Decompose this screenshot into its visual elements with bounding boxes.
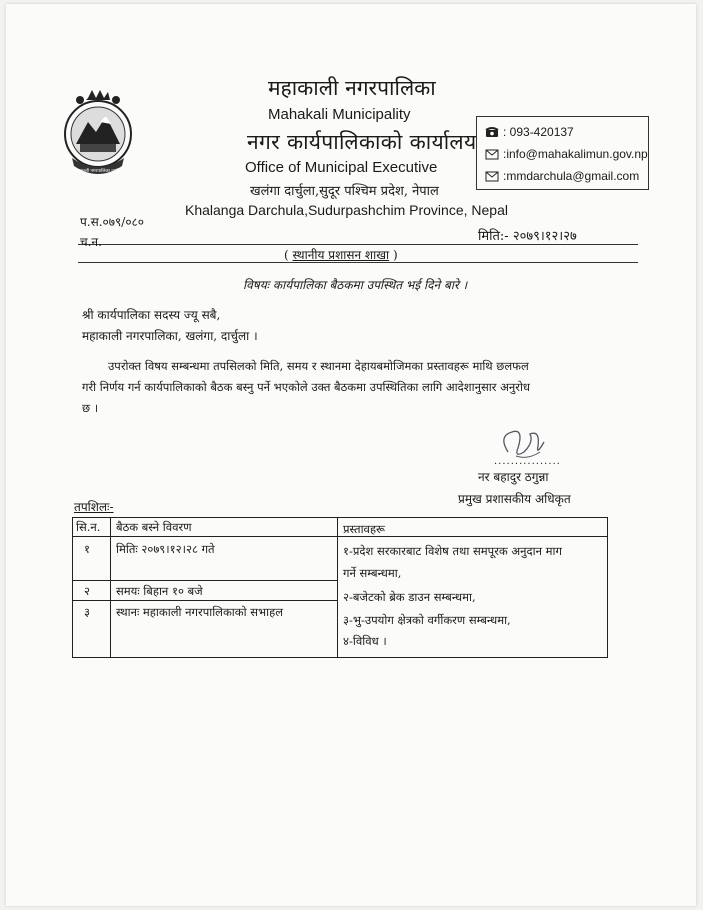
signatory-title: प्रमुख प्रशासकीय अधिकृत — [458, 492, 571, 506]
table-header-sn: सि.न. — [76, 520, 101, 534]
body-line-2: गरी निर्णय गर्न कार्यपालिकाको बैठक बस्नु पर्ने भएकोले उक्त बैठकमा उपस्थितिका लागि आदेशानुसार अनुरोध — [82, 380, 531, 394]
table-cell-sn: २ — [84, 584, 90, 598]
office-name-english: Office of Municipal Executive — [245, 159, 438, 176]
email-icon — [485, 148, 499, 160]
body-line-1: उपरोक्त विषय सम्बन्धमा तपसिलको मिति, समय र स्थानमा देहायबमोजिमका प्रस्तावहरू माथि छलफल — [108, 359, 529, 373]
table-border-bottom — [72, 657, 608, 658]
contact-box — [476, 116, 649, 190]
municipality-name-nepali: महाकाली नगरपालिका — [268, 76, 436, 100]
branch-label: स्थानीय प्रशासन शाखा — [292, 248, 390, 262]
contact-phone: : 093-420137 — [503, 125, 574, 139]
addressee-line-2: महाकाली नगरपालिका, खलंगा, दार्चुला । — [82, 329, 258, 343]
proposal-item: १-प्रदेश सरकारबाट विशेष तथा समपूरक अनुदान माग — [343, 544, 563, 558]
address-nepali: खलंगा दार्चुला,सुदूर पश्चिम प्रदेश, नेपाल — [250, 184, 439, 199]
table-border-left — [72, 517, 73, 658]
signatory-name: नर बहादुर ठगुन्ना — [478, 470, 549, 484]
letter-reference-number: प.स.०७९/०८० — [80, 215, 145, 229]
table-cell-sn: १ — [84, 542, 90, 556]
header-divider-top — [78, 244, 638, 245]
letter-date: मिति:- २०७९।१२।२७ — [478, 229, 577, 244]
table-row-divider-1 — [72, 580, 337, 581]
email-icon — [485, 170, 499, 182]
table-cell-detail: स्थानः महाकाली नगरपालिकाको सभाहल — [116, 605, 283, 619]
table-header-divider — [72, 536, 608, 537]
contact-email[interactable]: :info@mahakalimun.gov.np — [503, 147, 648, 161]
table-col-divider-1 — [110, 517, 111, 658]
proposal-item: ४-विविध । — [343, 634, 387, 648]
contact-phone-row — [485, 125, 574, 139]
table-row-divider-2 — [72, 600, 337, 601]
table-border-right — [607, 517, 608, 658]
proposal-item: ३-भु-उपयोग क्षेत्रको वर्गीकरण सम्बन्धमा, — [343, 613, 511, 627]
phone-icon — [485, 126, 499, 138]
details-label: तपशिलः- — [74, 500, 114, 514]
proposal-item: गर्ने सम्बन्धमा, — [343, 566, 402, 580]
table-border-top — [72, 517, 608, 518]
dispatch-number: च.न. — [80, 235, 102, 249]
table-cell-sn: ३ — [84, 605, 90, 619]
municipality-name-english: Mahakali Municipality — [268, 106, 411, 123]
proposal-item: २-बजेटको ब्रेक डाउन सम्बन्धमा, — [343, 590, 476, 604]
table-header-proposals: प्रस्तावहरू — [343, 522, 385, 536]
svg-text:महाकाली नगरपालिका दार्चुला: महाकाली नगरपालिका दार्चुला — [73, 169, 123, 174]
letter-subject: विषयः कार्यपालिका बैठकमा उपस्थित भई दिने बारे । — [243, 278, 468, 292]
table-cell-detail: मितिः २०७९।१२।२८ गते — [116, 542, 215, 556]
body-line-3: छ । — [82, 401, 99, 415]
branch-close-paren: ) — [389, 248, 398, 262]
signature-line: ................ — [494, 456, 561, 467]
branch-name — [284, 246, 398, 263]
table-header-detail: बैठक बस्ने विवरण — [116, 520, 192, 534]
contact-email-secondary[interactable]: :mmdarchula@gmail.com — [503, 169, 640, 183]
addressee-line-1: श्री कार्यपालिका सदस्य ज्यू सबै, — [82, 308, 221, 322]
header-divider-bottom — [78, 262, 638, 263]
branch-open-paren: ( — [284, 248, 293, 262]
contact-email-row — [485, 147, 648, 161]
table-col-divider-2 — [337, 517, 338, 658]
municipality-emblem-icon — [56, 88, 140, 188]
office-name-nepali: नगर कार्यपालिकाको कार्यालय — [247, 130, 477, 154]
address-english: Khalanga Darchula,Sudurpashchim Province, Nepal — [185, 202, 508, 218]
contact-email2-row — [485, 169, 639, 183]
table-cell-detail: समयः बिहान १० बजे — [116, 584, 203, 598]
